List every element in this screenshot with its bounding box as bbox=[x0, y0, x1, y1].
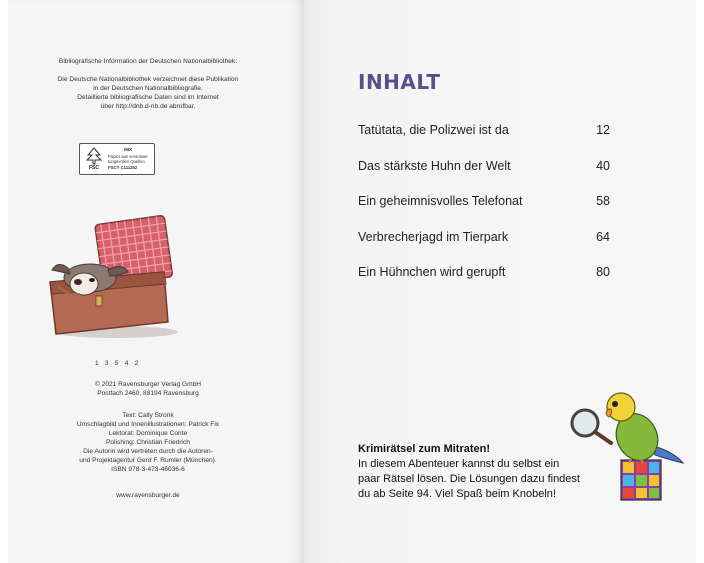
toc-entry-page: 80 bbox=[596, 265, 610, 279]
bibliographic-info bbox=[0, 57, 296, 111]
toc-entry bbox=[358, 230, 610, 244]
puzzle-note-title: Krimirätsel zum Mitraten! bbox=[358, 443, 491, 455]
toc-entry-title: Tatütata, die Polizwei ist da bbox=[358, 123, 509, 137]
puzzle-note-line: In diesem Abenteuer kannst du selbst ein bbox=[358, 458, 560, 470]
toc-entry-title: Verbrecherjagd im Tierpark bbox=[358, 230, 509, 244]
puzzle-note-text bbox=[358, 457, 618, 502]
credit-line: Die Autorin wird vertreten durch die Autoren- bbox=[83, 448, 213, 455]
toc-entry-page: 64 bbox=[596, 230, 610, 244]
biblio-line: in der Deutschen Nationalbibliografie. bbox=[93, 85, 203, 92]
credits bbox=[0, 411, 296, 474]
isbn: ISBN 978-3-473-46036-6 bbox=[111, 466, 185, 473]
toc-entry bbox=[358, 159, 610, 173]
toc-entry-title: Das stärkste Huhn der Welt bbox=[358, 159, 511, 173]
website bbox=[0, 491, 296, 500]
publisher-line: © 2021 Ravensburger Verlag GmbH bbox=[94, 381, 202, 388]
publisher-line: Postfach 2460, 88194 Ravensburg bbox=[97, 390, 199, 397]
suitcase-illustration bbox=[38, 210, 178, 345]
toc-entry-page: 12 bbox=[596, 123, 610, 137]
print-run-numbers: 1 3 5 4 2 bbox=[95, 360, 141, 367]
biblio-line: Detaillierte bibliografische Daten sind im Internet bbox=[77, 94, 219, 101]
website-url: www.ravensburger.de bbox=[116, 492, 180, 499]
contents-title: INHALT bbox=[358, 70, 441, 94]
fsc-tree-icon bbox=[85, 147, 103, 165]
fsc-label: FSC bbox=[89, 165, 99, 171]
toc-entry bbox=[358, 194, 610, 208]
credit-line: Lektorat: Dominique Conte bbox=[108, 430, 188, 437]
credit-line: Umschlagbild und Innenillustrationen: Patrick Fix bbox=[76, 421, 220, 428]
credit-line: Polishing: Christian Friedrich bbox=[106, 439, 190, 446]
puzzle-note-line: paar Rätsel lösen. Die Lösungen dazu findest bbox=[358, 473, 580, 485]
puzzle-note-line: du ab Seite 94. Viel Spaß beim Knobeln! bbox=[358, 488, 556, 500]
fsc-logo bbox=[79, 143, 155, 175]
biblio-line: über http://dnb.d-nb.de abrufbar. bbox=[100, 103, 196, 110]
credit-line: und Projektagentur Gerd F. Rumler (München). bbox=[79, 457, 217, 464]
toc-entry-title: Ein geheimnisvolles Telefonat bbox=[358, 194, 523, 208]
biblio-heading: Bibliografische Information der Deutschen Nationalbibliothek: bbox=[58, 58, 238, 65]
toc-entry-page: 58 bbox=[596, 194, 610, 208]
credit-line: Text: Cally Stronk bbox=[122, 412, 174, 419]
fsc-line1: Papier aus verantwor- bbox=[108, 154, 149, 159]
toc-entry bbox=[358, 123, 610, 137]
toc-entry bbox=[358, 265, 610, 279]
fsc-code: FSC® C111262 bbox=[108, 165, 138, 170]
biblio-line: Die Deutsche Nationalbibliothek verzeichnet diese Publikation bbox=[57, 76, 239, 83]
fsc-line2: tungsvollen Quellen bbox=[108, 159, 145, 164]
toc-entry-page: 40 bbox=[596, 159, 610, 173]
publisher-info bbox=[0, 380, 296, 398]
toc-entry-title: Ein Hühnchen wird gerupft bbox=[358, 265, 506, 279]
fsc-mix: MIX bbox=[124, 147, 133, 152]
